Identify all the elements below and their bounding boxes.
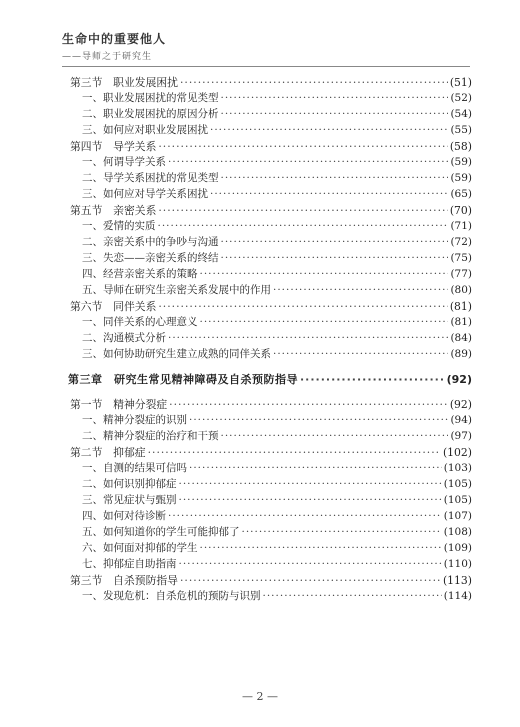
toc-item — [70, 590, 472, 603]
dot-leader — [168, 332, 448, 345]
dot-leader — [210, 124, 448, 137]
dot-leader — [221, 252, 449, 265]
dot-leader — [221, 430, 449, 443]
running-header — [62, 30, 166, 62]
toc-section — [70, 574, 472, 587]
toc-label: 第四节 导学关系 — [70, 140, 157, 153]
toc-item — [70, 510, 472, 523]
toc-item — [70, 462, 472, 475]
toc-item — [70, 268, 472, 281]
toc-page: (71) — [450, 220, 472, 232]
dot-leader — [273, 348, 448, 361]
toc-page: (110) — [443, 558, 472, 570]
toc-label: 第一节 精神分裂症 — [70, 398, 168, 411]
toc-item — [70, 494, 472, 507]
toc-page: (108) — [443, 526, 472, 538]
toc-label: 三、如何应对职业发展困扰 — [82, 124, 208, 136]
toc-page: (102) — [442, 446, 472, 459]
toc-item — [70, 542, 472, 555]
toc-page: (70) — [449, 204, 472, 217]
toc-item — [70, 220, 472, 233]
toc-item — [70, 316, 472, 329]
toc-item — [70, 92, 472, 105]
toc-section — [70, 300, 472, 313]
toc-item — [70, 172, 472, 185]
toc-page: (97) — [450, 430, 472, 442]
dot-leader — [158, 204, 447, 217]
toc-section — [70, 446, 472, 459]
dot-leader — [200, 316, 449, 329]
dot-leader — [148, 446, 441, 459]
toc-label: 一、发现危机：自杀危机的预防与识别 — [82, 590, 261, 602]
toc-item — [70, 188, 472, 201]
toc-page: (113) — [442, 574, 472, 587]
dot-leader — [300, 373, 445, 386]
toc-label: 一、何谓导学关系 — [82, 156, 166, 168]
toc-page: (55) — [450, 124, 472, 136]
toc-label: 第五节 亲密关系 — [70, 204, 157, 217]
dot-leader — [263, 590, 442, 603]
toc-page: (58) — [449, 140, 472, 153]
dot-leader — [221, 236, 449, 249]
toc-label: 三、如何协助研究生建立成熟的同伴关系 — [82, 348, 271, 360]
toc-page: (105) — [443, 494, 472, 506]
toc-page: (103) — [443, 462, 472, 474]
toc-page: (92) — [446, 373, 472, 386]
toc-label: 七、抑郁症自助指南 — [82, 558, 177, 570]
toc-page: (92) — [449, 398, 472, 411]
toc-item — [70, 414, 472, 427]
dot-leader — [200, 268, 449, 281]
toc-page: (84) — [450, 332, 472, 344]
dot-leader — [180, 574, 441, 587]
toc-page: (81) — [450, 316, 472, 328]
dot-leader — [221, 172, 449, 185]
toc-page: (59) — [450, 172, 472, 184]
toc-label: 三、失恋——亲密关系的终结 — [82, 252, 219, 264]
toc-page: (80) — [450, 284, 472, 296]
toc-label: 第六节 同伴关系 — [70, 300, 157, 313]
toc-page: (75) — [450, 252, 472, 264]
toc-label: 五、导师在研究生亲密关系发展中的作用 — [82, 284, 271, 296]
toc-label: 二、职业发展困扰的原因分析 — [82, 108, 219, 120]
toc-item — [70, 108, 472, 121]
toc-page: (72) — [450, 236, 472, 248]
dot-leader — [189, 462, 442, 475]
toc-label: 第三节 自杀预防指导 — [70, 574, 178, 587]
toc-label: 一、职业发展困扰的常见类型 — [82, 92, 219, 104]
dot-leader — [221, 108, 449, 121]
toc-label: 二、导学关系困扰的常见类型 — [82, 172, 219, 184]
header-divider — [62, 66, 470, 67]
toc-page: (89) — [450, 348, 472, 360]
toc-label: 一、自测的结果可信吗 — [82, 462, 187, 474]
dot-leader — [158, 140, 447, 153]
toc-label: 六、如何面对抑郁的学生 — [82, 542, 198, 554]
toc-item — [70, 252, 472, 265]
toc-label: 五、如何知道你的学生可能抑郁了 — [82, 526, 240, 538]
toc-section — [70, 398, 472, 411]
toc-label: 一、精神分裂症的识别 — [82, 414, 187, 426]
toc-item — [70, 478, 472, 491]
toc-label: 四、如何对待诊断 — [82, 510, 166, 522]
dot-leader — [221, 92, 449, 105]
toc-label: 四、经营亲密关系的策略 — [82, 268, 198, 280]
dot-leader — [200, 542, 442, 555]
toc-page: (114) — [443, 590, 472, 602]
toc-page: (52) — [450, 92, 472, 104]
dot-leader — [210, 188, 448, 201]
book-subtitle: ——导师之于研究生 — [62, 52, 153, 62]
toc-page: (59) — [450, 156, 472, 168]
dot-leader — [179, 478, 442, 491]
dot-leader — [180, 76, 448, 89]
dot-leader — [273, 284, 448, 297]
toc-item — [70, 284, 472, 297]
toc-item — [70, 156, 472, 169]
toc-section — [70, 76, 472, 89]
dot-leader — [169, 398, 448, 411]
toc-item — [70, 526, 472, 539]
toc-page: (81) — [449, 300, 472, 313]
toc-label: 一、同伴关系的心理意义 — [82, 316, 198, 328]
toc-label: 三、如何应对导学关系困扰 — [82, 188, 208, 200]
toc-label: 第三章 研究生常见精神障碍及自杀预防指导 — [68, 373, 298, 386]
toc-label: 三、常见症状与甄别 — [82, 494, 177, 506]
dot-leader — [158, 300, 447, 313]
dot-leader — [158, 220, 449, 233]
dot-leader — [168, 510, 442, 523]
dot-leader — [179, 558, 442, 571]
toc-section — [70, 204, 472, 217]
toc-page: (51) — [449, 76, 472, 89]
toc-page: (54) — [450, 108, 472, 120]
dot-leader — [242, 526, 442, 539]
toc-section — [70, 140, 472, 153]
toc-chapter — [68, 373, 472, 386]
toc-page: (109) — [443, 542, 472, 554]
dot-leader — [189, 414, 448, 427]
toc-item — [70, 236, 472, 249]
toc-item — [70, 430, 472, 443]
table-of-contents — [70, 76, 472, 606]
dot-leader — [179, 494, 442, 507]
toc-page: (94) — [450, 414, 472, 426]
toc-item — [70, 348, 472, 361]
toc-label: 二、如何识别抑郁症 — [82, 478, 177, 490]
toc-item — [70, 124, 472, 137]
toc-page: (107) — [443, 510, 472, 522]
dot-leader — [168, 156, 448, 169]
toc-page: (65) — [450, 188, 472, 200]
toc-label: 一、爱情的实质 — [82, 220, 156, 232]
toc-label: 二、沟通模式分析 — [82, 332, 166, 344]
toc-page: (105) — [443, 478, 472, 490]
toc-page: (77) — [450, 268, 472, 280]
toc-item — [70, 332, 472, 345]
page-number: — 2 — — [242, 690, 278, 703]
toc-label: 二、精神分裂症的治疗和干预 — [82, 430, 219, 442]
toc-item — [70, 558, 472, 571]
toc-label: 二、亲密关系中的争吵与沟通 — [82, 236, 219, 248]
toc-label: 第二节 抑郁症 — [70, 446, 146, 459]
book-title: 生命中的重要他人 — [62, 32, 167, 46]
toc-label: 第三节 职业发展困扰 — [70, 76, 178, 89]
